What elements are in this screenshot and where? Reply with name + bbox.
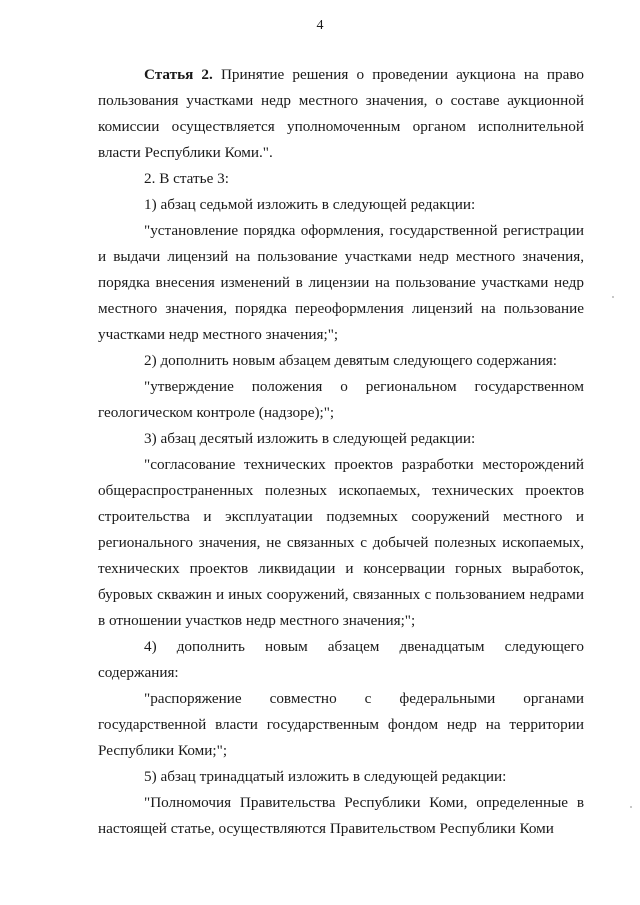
document-body [98, 62, 584, 842]
quoted-paragraph-2: "утверждение положения о региональном государственном геологическом контроле (надзоре);"; [98, 378, 584, 421]
paragraph-subitem-5: 5) абзац тринадцатый изложить в следующей редакции: [144, 768, 507, 785]
paragraph-subitem-3: 3) абзац десятый изложить в следующей редакции: [144, 430, 476, 447]
quoted-paragraph-1: "установление порядка оформления, государственной регистрации и выдачи лицензий на пользование участками недр местного значения, порядка внесения изменений в лицензии на пользование участками недр местного значения, порядка переоформления лицензий на пользование участками недр местного значения;"; [98, 222, 584, 343]
scan-speck [630, 806, 632, 808]
paragraph-item-2: 2. В статье 3: [144, 170, 229, 187]
paragraph-subitem-2: 2) дополнить новым абзацем девятым следующего содержания: [144, 352, 558, 369]
quoted-paragraph-4: "распоряжение совместно с федеральными органами государственной власти государственным фондом недр на территории Республики Коми;"; [98, 690, 584, 759]
paragraph-subitem-4: 4) дополнить новым абзацем двенадцатым следующего содержания: [98, 638, 584, 681]
quoted-paragraph-5: "Полномочия Правительства Республики Коми, определенные в настоящей статье, осуществляются Правительством Республики Коми [98, 794, 584, 837]
article-text: Принятие решения о проведении аукциона на право пользования участками недр местного значения, о составе аукционной комиссии осуществляется уполномоченным органом исполнительной власти Республики Коми.". [98, 66, 584, 161]
page-number: 4 [316, 18, 324, 33]
quoted-paragraph-3: "согласование технических проектов разработки месторождений общераспространенных полезных ископаемых, технических проектов строительства и эксплуатации подземных сооружений местного и регионального значения, не связанных с добычей полезных ископаемых, технических проектов ликвидации и консервации горных выработок, буровых скважин и иных сооружений, связанных с пользованием недрами в отношении участков недр местного значения;"; [98, 456, 584, 629]
paragraph-subitem-1: 1) абзац седьмой изложить в следующей редакции: [144, 196, 476, 213]
article-heading: Статья 2. [144, 66, 213, 83]
article-paragraph [98, 62, 584, 166]
scan-speck [612, 296, 614, 298]
